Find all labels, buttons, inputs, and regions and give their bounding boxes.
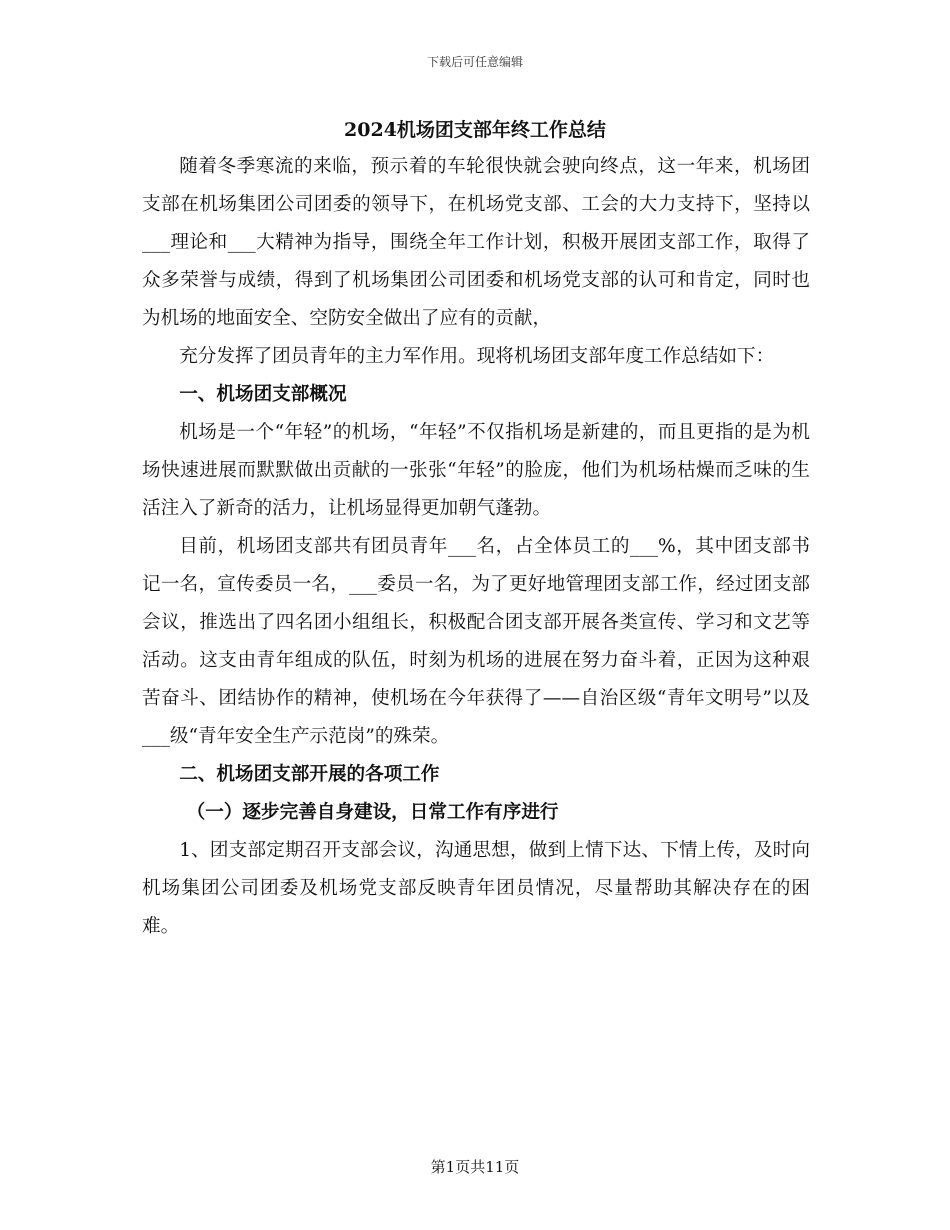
paragraph: 随着冬季寒流的来临，预示着的车轮很快就会驶向终点，这一年来，机场团支部在机场集团公司团委的领导下，在机场党支部、工会的大力支持下，坚持以___理论和___大精神为指导，围绕全年工作计划，积极开展团支部工作，取得了众多荣誉与成绩，得到了机场集团公司团委和机场党支部的认可和肯定，同时也为机场的地面安全、空防安全做出了应有的贡献， [142,156,810,329]
paragraph: 机场是一个“年轻”的机场，“年轻”不仅指机场是新建的，而且更指的是为机场快速进展而默默做出贡献的一张张“年轻”的脸庞，他们为机场枯燥而乏味的生活注入了新奇的活力，让机场显得更加朝气蓬勃。 [142,422,810,519]
header-note: 下载后可任意编辑 [426,55,523,69]
section-heading: 一、机场团支部概况 [179,384,347,405]
paragraph: 目前，机场团支部共有团员青年___名，占全体员工的___%，其中团支部书记一名，宣传委员一名，___委员一名，为了更好地管理团支部工作，经过团支部会议，推选出了四名团小组组长，积极配合团支部开展各类宣传、学习和文艺等活动。这支由青年组成的队伍，时刻为机场的进展在努力奋斗着，正因为这种艰苦奋斗、团结协作的精神，使机场在今年获得了——自治区级“青年文明号”以及___级“青年安全生产示范岗”的殊荣。 [142,536,810,747]
paragraph: 充分发挥了团员青年的主力军作用。现将机场团支部年度工作总结如下： [179,346,775,367]
paragraph: 1、团支部定期召开支部会议，沟通思想，做到上情下达、下情上传，及时向机场集团公司团委及机场党支部反映青年团员情况，尽量帮助其解决存在的困难。 [142,840,810,937]
page-number-footer: 第1页共11页 [430,1158,520,1176]
document-title: 2024机场团支部年终工作总结 [344,119,606,141]
subsection-heading: （一）逐步完善自身建设，日常工作有序进行 [186,802,559,823]
section-heading: 二、机场团支部开展的各项工作 [179,764,440,785]
document-body [142,148,810,946]
